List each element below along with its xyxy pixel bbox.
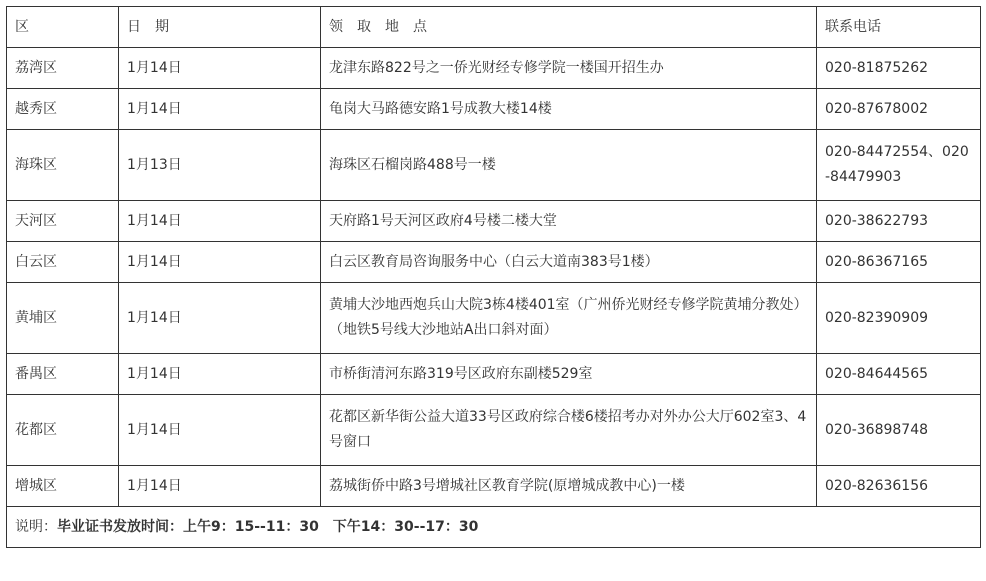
- header-date: 日 期: [119, 7, 321, 48]
- note-text: 毕业证书发放时间：上午9：15--11：30 下午14：30--17：30: [57, 518, 479, 535]
- table-row: [7, 395, 981, 466]
- cell-district: 荔湾区: [7, 48, 119, 89]
- table-header-row: [7, 7, 981, 48]
- cell-location: 海珠区石榴岗路488号一楼: [321, 130, 817, 201]
- cell-date: 1月14日: [119, 283, 321, 354]
- cell-date: 1月14日: [119, 48, 321, 89]
- cell-location: 白云区教育局咨询服务中心（白云大道南383号1楼）: [321, 242, 817, 283]
- table-row: [7, 201, 981, 242]
- header-district: 区: [7, 7, 119, 48]
- cell-location: 花都区新华街公益大道33号区政府综合楼6楼招考办对外办公大厅602室3、4号窗口: [321, 395, 817, 466]
- cell-location: 黄埔大沙地西炮兵山大院3栋4楼401室（广州侨光财经专修学院黄埔分教处）（地铁5号线大沙地站A出口斜对面）: [321, 283, 817, 354]
- cell-district: 越秀区: [7, 89, 119, 130]
- cell-district: 番禺区: [7, 354, 119, 395]
- cell-phone: 020-82636156: [817, 466, 981, 507]
- cell-district: 黄埔区: [7, 283, 119, 354]
- table-row: [7, 89, 981, 130]
- certificate-pickup-table: [6, 6, 981, 548]
- cell-phone: 020-87678002: [817, 89, 981, 130]
- table-row: [7, 283, 981, 354]
- cell-date: 1月14日: [119, 242, 321, 283]
- cell-location: 天府路1号天河区政府4号楼二楼大堂: [321, 201, 817, 242]
- note-cell: [7, 507, 981, 548]
- cell-date: 1月14日: [119, 201, 321, 242]
- table-row: [7, 130, 981, 201]
- table-row: [7, 242, 981, 283]
- cell-date: 1月14日: [119, 354, 321, 395]
- cell-date: 1月14日: [119, 395, 321, 466]
- cell-district: 花都区: [7, 395, 119, 466]
- cell-phone: 020-84644565: [817, 354, 981, 395]
- header-location: 领 取 地 点: [321, 7, 817, 48]
- cell-phone: 020-36898748: [817, 395, 981, 466]
- cell-phone: 020-82390909: [817, 283, 981, 354]
- cell-district: 白云区: [7, 242, 119, 283]
- cell-date: 1月14日: [119, 466, 321, 507]
- table-row: [7, 354, 981, 395]
- cell-district: 海珠区: [7, 130, 119, 201]
- cell-phone: 020-84472554、020-84479903: [817, 130, 981, 201]
- cell-location: 龟岗大马路德安路1号成教大楼14楼: [321, 89, 817, 130]
- cell-location: 荔城街侨中路3号增城社区教育学院(原增城成教中心)一楼: [321, 466, 817, 507]
- cell-phone: 020-86367165: [817, 242, 981, 283]
- note-prefix: 说明：: [15, 518, 57, 535]
- cell-phone: 020-81875262: [817, 48, 981, 89]
- cell-location: 龙津东路822号之一侨光财经专修学院一楼国开招生办: [321, 48, 817, 89]
- cell-district: 天河区: [7, 201, 119, 242]
- cell-district: 增城区: [7, 466, 119, 507]
- header-phone: 联系电话: [817, 7, 981, 48]
- table-note-row: [7, 507, 981, 548]
- table-row: [7, 466, 981, 507]
- cell-date: 1月14日: [119, 89, 321, 130]
- cell-location: 市桥街清河东路319号区政府东副楼529室: [321, 354, 817, 395]
- table-row: [7, 48, 981, 89]
- cell-phone: 020-38622793: [817, 201, 981, 242]
- cell-date: 1月13日: [119, 130, 321, 201]
